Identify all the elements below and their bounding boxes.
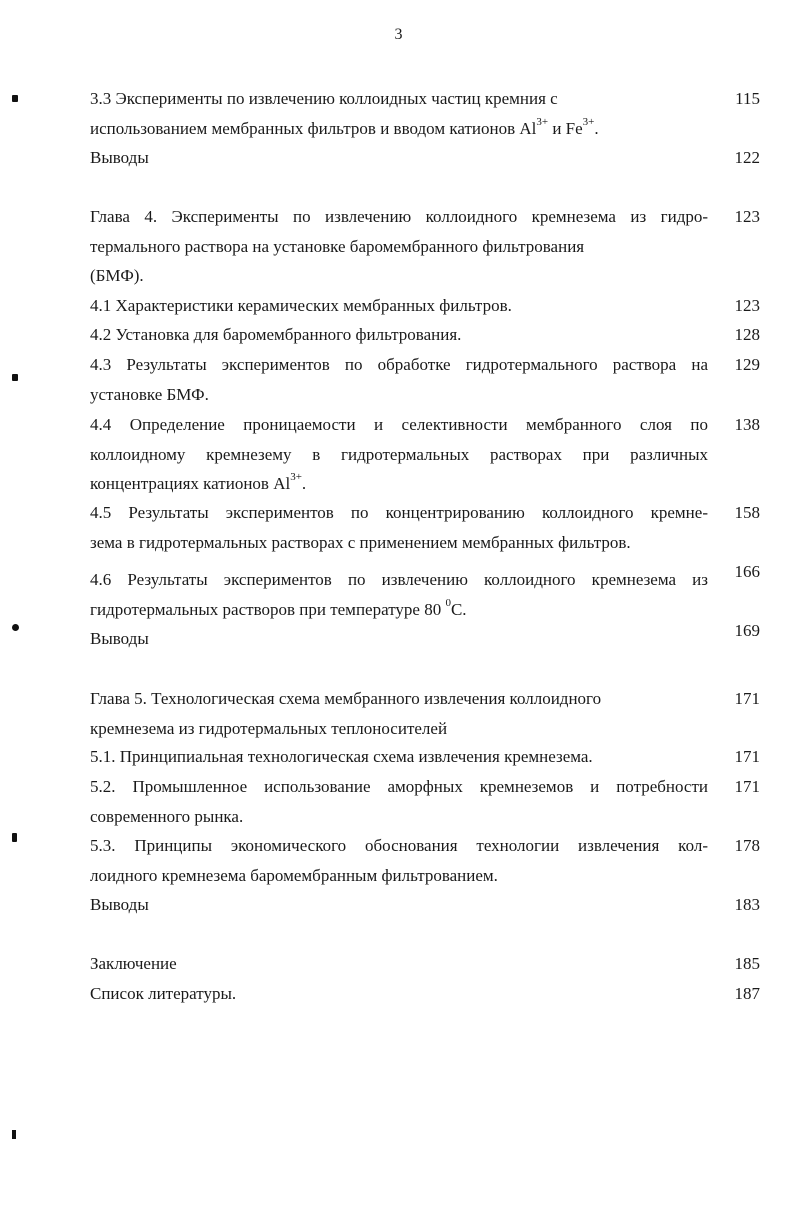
- toc-entry: [90, 772, 760, 831]
- scan-mark: [12, 1130, 16, 1139]
- toc-entry: [90, 410, 760, 499]
- toc-entry-title: [90, 498, 708, 557]
- toc-entry-title: [90, 742, 708, 772]
- toc-line: 4.1 Характеристики керамических мембранных фильтров.: [90, 296, 512, 315]
- toc-line: концентрациях катионов $Al^{3+}$.: [90, 471, 307, 493]
- toc-entry-title: [90, 565, 708, 624]
- toc-line: гидротермальных растворов при температуре 80 $^0$С.: [90, 596, 467, 619]
- toc-entry: [90, 350, 760, 409]
- toc-line: Заключение: [90, 954, 177, 973]
- toc-page-number: 169: [734, 621, 760, 640]
- toc-page-number: 185: [734, 954, 760, 973]
- toc-line: 3.3 Эксперименты по извлечению коллоидных частиц кремния с: [90, 89, 558, 108]
- toc-line: установке БМФ.: [90, 384, 209, 404]
- toc-entry-title: [90, 410, 708, 499]
- toc-entry: [90, 684, 760, 743]
- toc-entry: [90, 742, 760, 772]
- toc-page-number: 171: [734, 689, 760, 708]
- toc-page-number: 123: [734, 296, 760, 315]
- toc-line: использованием мембранных фильтров и вводом катионов $Al^{3+}$ и $Fe^{3+}$.: [90, 115, 599, 138]
- scan-mark: [12, 833, 17, 842]
- toc-entry-title: [90, 320, 708, 350]
- toc-line: 4.4 Определение проницаемости и селективности мембранного слоя по: [90, 415, 708, 434]
- scan-mark: [12, 95, 18, 102]
- toc-page-number: 122: [734, 148, 760, 167]
- toc-line: Список литературы.: [90, 984, 237, 1003]
- toc-line: 5.1. Принципиальная технологическая схема извлечения кремнезема.: [90, 747, 593, 766]
- toc-entry-title: [90, 772, 708, 831]
- toc-entry-title: [90, 624, 708, 654]
- toc-entry-title: [90, 350, 708, 409]
- toc-line: 4.5 Результаты экспериментов по концентрированию коллоидного кремне-: [90, 503, 708, 522]
- toc-page-number: 178: [734, 836, 760, 855]
- toc-entry: [90, 143, 760, 173]
- toc-line: Выводы: [90, 629, 149, 648]
- scan-mark: [12, 624, 19, 631]
- toc-entry: [90, 949, 760, 979]
- toc-page-number: 115: [735, 89, 760, 108]
- toc-page-number: 129: [734, 355, 760, 374]
- toc-line: Выводы: [90, 148, 149, 167]
- toc-line: (БМФ).: [90, 266, 144, 285]
- toc-page-number: 123: [734, 207, 760, 226]
- toc-page-number: 187: [734, 984, 760, 1003]
- toc-line: 4.3 Результаты экспериментов по обработке гидротермального раствора на: [90, 355, 708, 374]
- toc-entry: [90, 562, 760, 624]
- toc-entry-title: [90, 684, 708, 743]
- toc-page-number: 128: [734, 325, 760, 344]
- toc-line: Выводы: [90, 895, 149, 914]
- toc-entry: [90, 320, 760, 350]
- toc-line: 4.6 Результаты экспериментов по извлечению коллоидного кремнезема из: [90, 570, 708, 589]
- toc-entry-title: [90, 84, 708, 143]
- toc-line: лоидного кремнезема баромембранным фильтрованием.: [90, 865, 498, 885]
- toc-line: 4.2 Установка для баромембранного фильтрования.: [90, 325, 462, 344]
- toc-line: термального раствора на установке баромембранного фильтрования: [90, 236, 585, 256]
- toc-entry-title: [90, 143, 708, 173]
- toc-entry: [90, 498, 760, 557]
- toc-entry: [90, 202, 760, 291]
- toc-entry-title: [90, 831, 708, 890]
- toc-page-number: 166: [734, 562, 760, 581]
- toc-page-number: 138: [734, 415, 760, 434]
- page-number: 3: [394, 26, 403, 43]
- toc-page-number: 183: [734, 895, 760, 914]
- toc-line: Глава 5. Технологическая схема мембранного извлечения коллоидного: [90, 689, 602, 708]
- toc-entry: [90, 890, 760, 920]
- toc-entry: [90, 84, 760, 143]
- toc-entry-title: [90, 979, 708, 1009]
- toc-entry-title: [90, 291, 708, 321]
- toc-line: 5.3. Принципы экономического обоснования технологии извлечения кол-: [90, 836, 708, 855]
- toc-line: кремнезема из гидротермальных теплоносителей: [90, 718, 448, 738]
- toc-line: современного рынка.: [90, 806, 244, 826]
- toc-entry-title: [90, 202, 708, 291]
- toc-entry-title: [90, 949, 708, 979]
- toc-page-number: 158: [734, 503, 760, 522]
- toc-line: 5.2. Промышленное использование аморфных кремнеземов и потребности: [90, 777, 708, 796]
- toc-page-number: 171: [734, 747, 760, 766]
- toc-entry-title: [90, 890, 708, 920]
- toc-entry: [90, 291, 760, 321]
- toc-line: коллоидному кремнезему в гидротермальных растворах при различных: [90, 444, 708, 464]
- toc-line: Глава 4. Эксперименты по извлечению коллоидного кремнезема из гидро-: [90, 207, 708, 226]
- scan-mark: [12, 374, 18, 381]
- toc-entry: [90, 831, 760, 890]
- toc-entry: [90, 621, 760, 654]
- toc-page-number: 171: [734, 777, 760, 796]
- toc-entry: [90, 979, 760, 1009]
- toc-line: зема в гидротермальных растворах с применением мембранных фильтров.: [90, 532, 631, 552]
